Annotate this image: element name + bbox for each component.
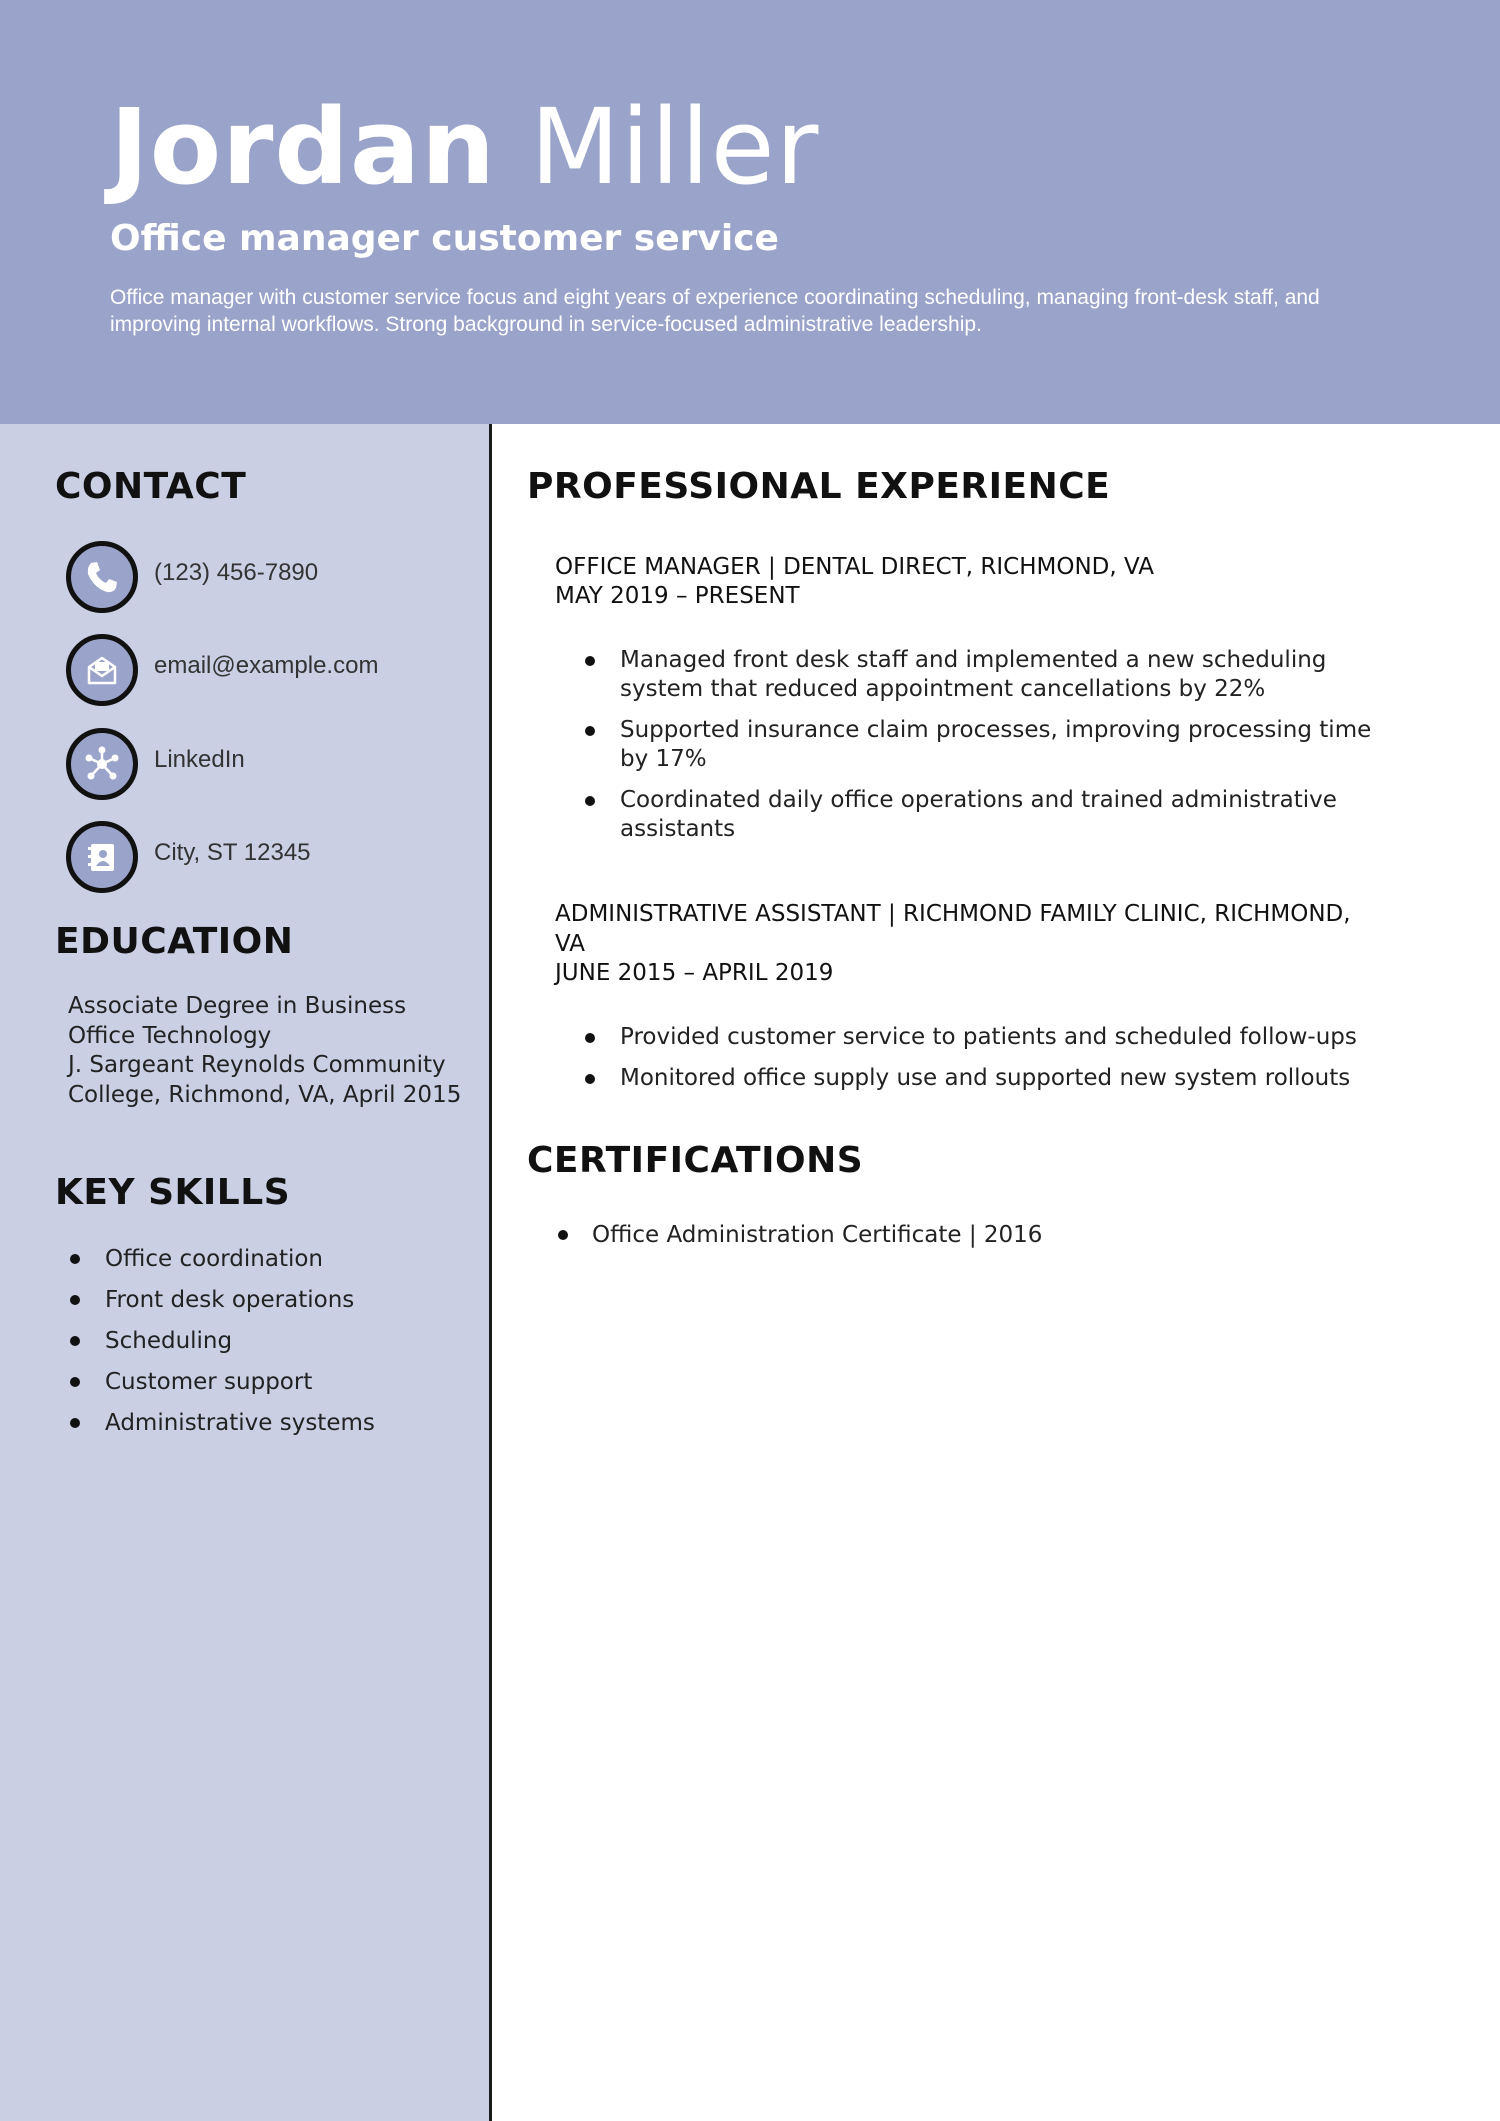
school: J. Sargeant Reynolds Community College, Richmond, VA, April 2015 <box>68 1052 462 1108</box>
contact-email <box>66 634 466 706</box>
candidate-name <box>110 82 819 212</box>
job-bullet: Coordinated daily office operations and trained administrative assistants <box>555 786 1385 844</box>
contact-address <box>66 821 466 893</box>
job-title: OFFICE MANAGER | DENTAL DIRECT, RICHMOND, VA <box>555 554 1154 580</box>
job-title: ADMINISTRATIVE ASSISTANT | RICHMOND FAMILY CLINIC, RICHMOND, VA <box>555 901 1351 957</box>
job-bullet: Supported insurance claim processes, improving processing time by 17% <box>555 716 1385 774</box>
certifications-heading: CERTIFICATIONS <box>527 1140 864 1181</box>
first-name: Jordan <box>110 86 497 208</box>
location: City, ST 12345 <box>154 839 311 866</box>
job-bullet: Monitored office supply use and supported new system rollouts <box>555 1064 1385 1093</box>
skill-item: Office coordination <box>68 1244 468 1285</box>
contact-heading: CONTACT <box>55 466 247 507</box>
skills-heading: KEY SKILLS <box>55 1172 291 1213</box>
column-divider <box>489 424 492 2121</box>
certifications-list <box>555 1220 1385 1250</box>
skill-item: Customer support <box>68 1367 468 1408</box>
email-icon <box>66 634 138 706</box>
job-dates: MAY 2019 – PRESENT <box>555 583 800 609</box>
skill-item: Front desk operations <box>68 1285 468 1326</box>
degree: Associate Degree in Business Office Technology <box>68 993 407 1049</box>
skill-item: Scheduling <box>68 1326 468 1367</box>
email-address[interactable]: email@example.com <box>154 652 379 679</box>
job-bullets <box>555 1023 1385 1105</box>
address-book-icon <box>66 821 138 893</box>
experience-heading: PROFESSIONAL EXPERIENCE <box>527 466 1111 507</box>
education-entry <box>68 992 468 1110</box>
skills-list <box>68 1244 468 1449</box>
job-bullet: Provided customer service to patients and scheduled follow-ups <box>555 1023 1385 1052</box>
certification-item: Office Administration Certificate | 2016 <box>555 1220 1385 1250</box>
contact-linkedin <box>66 728 466 800</box>
job-bullets <box>555 646 1385 856</box>
header-banner <box>0 0 1500 424</box>
phone-icon <box>66 541 138 613</box>
network-icon <box>66 728 138 800</box>
job-bullet: Managed front desk staff and implemented a new scheduling system that reduced appointment cancellations by 22% <box>555 646 1385 704</box>
last-name: Miller <box>530 86 820 208</box>
linkedin-link[interactable]: LinkedIn <box>154 746 245 773</box>
education-heading: EDUCATION <box>55 921 294 962</box>
job-dates: JUNE 2015 – APRIL 2019 <box>555 960 834 986</box>
job-title-headline: Office manager customer service <box>110 218 779 259</box>
professional-summary: Office manager with customer service focus and eight years of experience coordinating scheduling, managing front-desk staff, and improving internal workflows. Strong background in service-focused administrative leadership. <box>110 286 1320 336</box>
contact-phone <box>66 541 466 613</box>
skill-item: Administrative systems <box>68 1408 468 1449</box>
phone-number[interactable]: (123) 456-7890 <box>154 559 319 586</box>
